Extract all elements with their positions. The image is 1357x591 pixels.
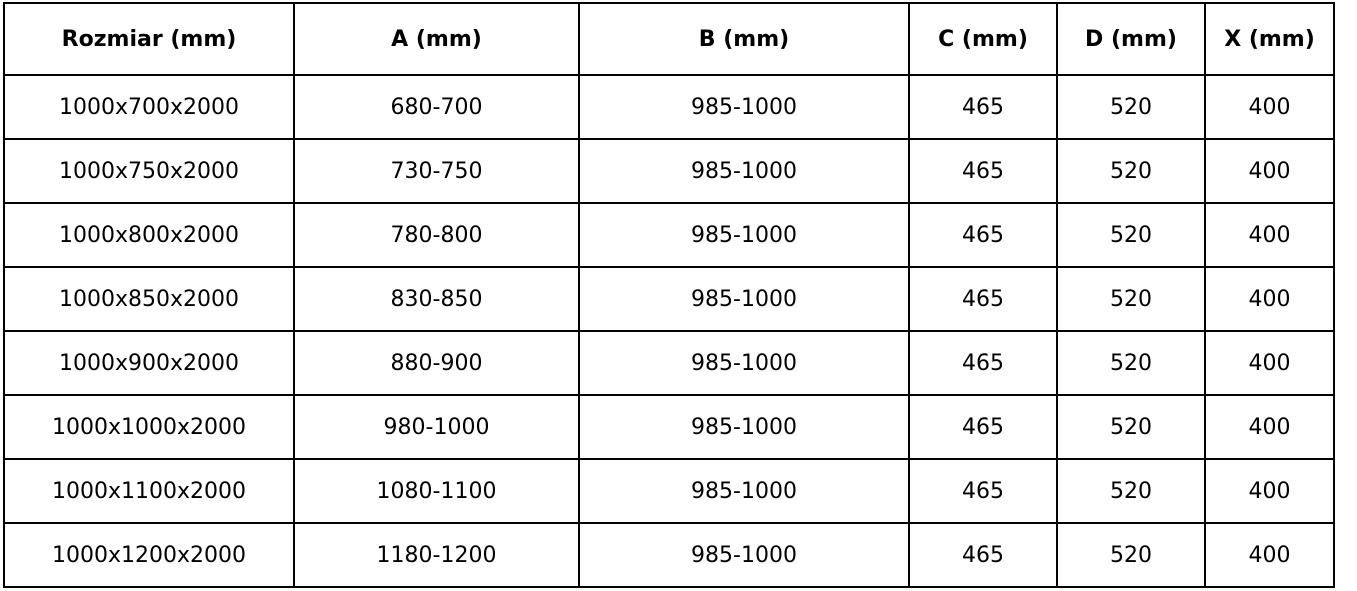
column-header-x: X (mm) xyxy=(1205,3,1334,75)
column-header-a: A (mm) xyxy=(294,3,579,75)
table-row xyxy=(4,267,1334,331)
cell-rozmiar: 1000x900x2000 xyxy=(4,331,294,395)
cell-a: 880-900 xyxy=(294,331,579,395)
column-header-d: D (mm) xyxy=(1057,3,1205,75)
cell-rozmiar: 1000x700x2000 xyxy=(4,75,294,139)
cell-b: 985-1000 xyxy=(579,75,909,139)
cell-a: 830-850 xyxy=(294,267,579,331)
cell-d: 520 xyxy=(1057,267,1205,331)
cell-x: 400 xyxy=(1205,267,1334,331)
column-header-b: B (mm) xyxy=(579,3,909,75)
cell-d: 520 xyxy=(1057,523,1205,587)
cell-a: 780-800 xyxy=(294,203,579,267)
cell-x: 400 xyxy=(1205,331,1334,395)
table-row xyxy=(4,203,1334,267)
cell-x: 400 xyxy=(1205,395,1334,459)
cell-b: 985-1000 xyxy=(579,459,909,523)
cell-d: 520 xyxy=(1057,139,1205,203)
cell-d: 520 xyxy=(1057,395,1205,459)
cell-x: 400 xyxy=(1205,139,1334,203)
table-body xyxy=(4,75,1334,587)
table-row xyxy=(4,75,1334,139)
column-header-rozmiar: Rozmiar (mm) xyxy=(4,3,294,75)
table-header-row xyxy=(4,3,1334,75)
cell-a: 980-1000 xyxy=(294,395,579,459)
cell-d: 520 xyxy=(1057,459,1205,523)
cell-a: 730-750 xyxy=(294,139,579,203)
cell-rozmiar: 1000x850x2000 xyxy=(4,267,294,331)
table-row xyxy=(4,459,1334,523)
table-row xyxy=(4,523,1334,587)
cell-rozmiar: 1000x1200x2000 xyxy=(4,523,294,587)
cell-b: 985-1000 xyxy=(579,523,909,587)
cell-c: 465 xyxy=(909,331,1057,395)
cell-b: 985-1000 xyxy=(579,203,909,267)
cell-rozmiar: 1000x800x2000 xyxy=(4,203,294,267)
cell-c: 465 xyxy=(909,459,1057,523)
cell-b: 985-1000 xyxy=(579,267,909,331)
table-row xyxy=(4,395,1334,459)
cell-c: 465 xyxy=(909,395,1057,459)
cell-c: 465 xyxy=(909,75,1057,139)
cell-c: 465 xyxy=(909,267,1057,331)
cell-x: 400 xyxy=(1205,203,1334,267)
cell-rozmiar: 1000x1000x2000 xyxy=(4,395,294,459)
column-header-c: C (mm) xyxy=(909,3,1057,75)
table-row xyxy=(4,331,1334,395)
cell-x: 400 xyxy=(1205,75,1334,139)
cell-b: 985-1000 xyxy=(579,395,909,459)
cell-a: 1080-1100 xyxy=(294,459,579,523)
table-row xyxy=(4,139,1334,203)
cell-a: 680-700 xyxy=(294,75,579,139)
table-header xyxy=(4,3,1334,75)
cell-d: 520 xyxy=(1057,75,1205,139)
cell-d: 520 xyxy=(1057,203,1205,267)
cell-c: 465 xyxy=(909,523,1057,587)
cell-a: 1180-1200 xyxy=(294,523,579,587)
dimensions-table xyxy=(3,2,1335,588)
cell-c: 465 xyxy=(909,139,1057,203)
cell-rozmiar: 1000x750x2000 xyxy=(4,139,294,203)
cell-d: 520 xyxy=(1057,331,1205,395)
cell-x: 400 xyxy=(1205,459,1334,523)
cell-x: 400 xyxy=(1205,523,1334,587)
cell-c: 465 xyxy=(909,203,1057,267)
dimensions-table-container xyxy=(0,2,1357,591)
cell-b: 985-1000 xyxy=(579,331,909,395)
cell-b: 985-1000 xyxy=(579,139,909,203)
cell-rozmiar: 1000x1100x2000 xyxy=(4,459,294,523)
